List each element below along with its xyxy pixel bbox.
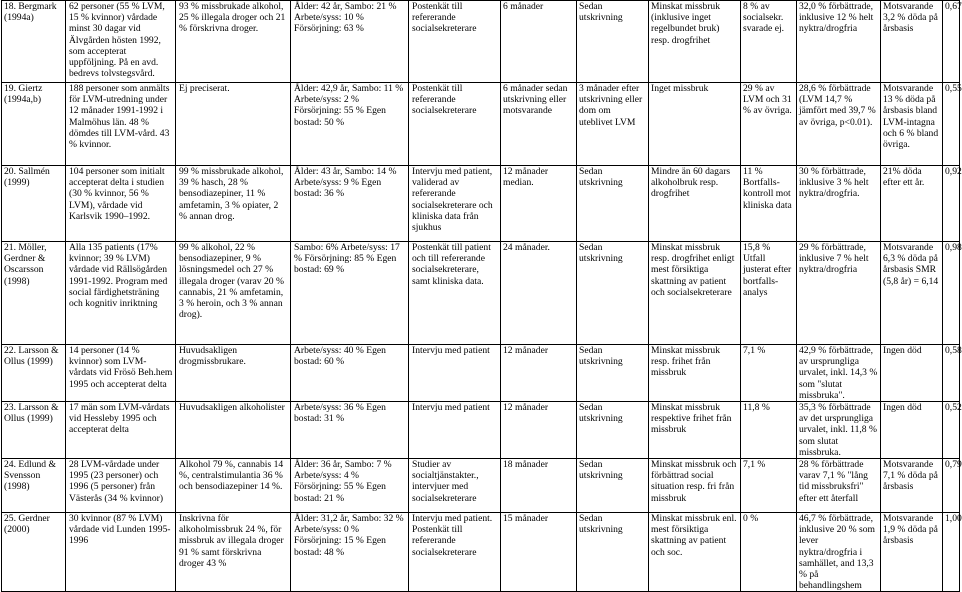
outcome-measure-cell: Minskat missbruk resp. frihet från missbruk <box>649 345 741 402</box>
data-source-cell: Postenkät till patient och till refererande socialsekreterare, samt kliniska data. <box>409 242 501 345</box>
data-source-cell: Studier av socialtjänstakter., intervjuer med socialsekreterare <box>409 459 501 513</box>
demographics-cell: Ålder: 36 år, Sambo: 7 % Arbete/syss: 4 % Försörjning: 55 % Egen bostad: 21 % <box>291 459 409 513</box>
study-cell: 18. Bergmark (1994a) <box>2 1 66 83</box>
substance-use-cell: 99 % missbrukade alkohol, 39 % hasch, 28 % bensodiazepiner, 11 % amfetamin, 3 % opiater, 2 % annan drog. <box>176 166 291 242</box>
demographics-cell: Ålder: 42 år, Sambo: 21 % Arbete/syss: 10 % Försörjning: 63 % <box>291 1 409 83</box>
study-group-cell: 188 personer som anmälts för LVM-utredning under 12 månader 1991-1992 i Malmöhus län. 48 % dömdes till LVM-vård. 43 % kvinnor. <box>66 83 176 166</box>
outcome-measure-cell: Minskat missbruk och förbättrad social situation resp. fri från missbruk <box>649 459 741 513</box>
attrition-cell: 0 % <box>741 513 797 592</box>
table-row <box>2 345 960 402</box>
result-cell: 46,7 % förbättrade, inklusive 20 % som lever nyktra/drogfria i samhället, and 13,3 % på behandlingshem <box>797 513 881 592</box>
substance-use-cell: Huvudsakligen alkoholister <box>176 402 291 459</box>
effect-value-cell: 0,92 <box>943 166 960 242</box>
data-source-cell: Intervju med patient <box>409 345 501 402</box>
effect-value-cell: 0,67 <box>943 1 960 83</box>
study-group-cell: 104 personer som initialt accepterat delta i studien (30 % kvinnor, 56 % LVM), vårdade vid Karlsvik 1990–1992. <box>66 166 176 242</box>
result-cell: 28 % förbättrade varav 7,1 % "lång tid missbruksfri" efter ett återfall <box>797 459 881 513</box>
table-row <box>2 1 960 83</box>
study-cell: 21. Möller, Gerdner & Oscarsson (1998) <box>2 242 66 345</box>
outcome-measure-cell: Minskat missbruk enl. mest försiktiga skattning av patient och soc. <box>649 513 741 592</box>
effect-value-cell: 0,52 <box>943 402 960 459</box>
time-reference-cell: Sedan utskrivning <box>577 166 649 242</box>
substance-use-cell: 99 % alkohol, 22 % bensodiazepiner, 9 % lösningsmedel och 27 % illegala droger (varav 20 % cannabis, 21 % amfetamin, 3 % heroin, och 3 % annan drog). <box>176 242 291 345</box>
follow-up-time-cell: 6 månader sedan utskrivning eller motsvarande <box>501 83 577 166</box>
mortality-cell: Motsvarande 13 % döda på årsbasis bland LVM-intagna och 6 % bland övriga. <box>881 83 943 166</box>
result-cell: 28,6 % förbättrade (LVM 14,7 % jämfört med 39,7 % av övriga, p<0.01). <box>797 83 881 166</box>
outcome-measure-cell: Minskat missbruk respektive frihet från missbruk <box>649 402 741 459</box>
attrition-cell: 15,8 % Utfall justerat efter bortfalls-analys <box>741 242 797 345</box>
attrition-cell: 11 % Bortfalls-kontroll mot kliniska data <box>741 166 797 242</box>
outcome-measure-cell: Mindre än 60 dagars alkoholbruk resp. drogfrihet <box>649 166 741 242</box>
result-cell: 35,3 % förbättrade av det ursprungliga urvalet, inkl. 11,8 % som slutat missbruka. <box>797 402 881 459</box>
follow-up-time-cell: 24 månader. <box>501 242 577 345</box>
attrition-cell: 7,1 % <box>741 459 797 513</box>
substance-use-cell: Ej preciserat. <box>176 83 291 166</box>
study-group-cell: 14 personer (14 % kvinnor) som LVM-vårdats vid Frösö Beh.hem 1995 och accepterat delta <box>66 345 176 402</box>
study-cell: 25. Gerdner (2000) <box>2 513 66 592</box>
follow-up-time-cell: 18 månader <box>501 459 577 513</box>
study-cell: 20. Sallmén (1999) <box>2 166 66 242</box>
table-row <box>2 459 960 513</box>
mortality-cell: Motsvarande 6,3 % döda på årsbasis SMR (5,8 år) = 6,14 <box>881 242 943 345</box>
mortality-cell: Motsvarande 3,2 % döda på årsbasis <box>881 1 943 83</box>
study-group-cell: 62 personer (55 % LVM, 15 % kvinnor) vårdade minst 30 dagar vid Älvgården hösten 1992, som accepterat uppföljning. På en avd. bedrevs tolvstegsvård. <box>66 1 176 83</box>
data-source-cell: Postenkät till refererande socialsekreterare <box>409 1 501 83</box>
attrition-cell: 8 % av socialsekr. svarade ej. <box>741 1 797 83</box>
result-cell: 42,9 % förbättrade, av ursprungliga urvalet, inkl. 14,3 % som "slutat missbruka". <box>797 345 881 402</box>
data-source-cell: Intervju med patient. Postenkät till refererande socialsekreterare <box>409 513 501 592</box>
data-source-cell: Intervju med patient <box>409 402 501 459</box>
study-group-cell: 30 kvinnor (87 % LVM) vårdade vid Lunden 1995- 1996 <box>66 513 176 592</box>
result-cell: 30 % förbättrade, inklusive 3 % helt nyktra/drogfria. <box>797 166 881 242</box>
demographics-cell: Arbete/syss: 40 % Egen bostad: 60 % <box>291 345 409 402</box>
follow-up-time-cell: 6 månader <box>501 1 577 83</box>
result-cell: 29 % förbättrade, inklusive 7 % helt nyktra/drogfria <box>797 242 881 345</box>
outcome-studies-table <box>1 0 960 592</box>
effect-value-cell: 0,55 <box>943 83 960 166</box>
table-row <box>2 513 960 592</box>
result-cell: 32,0 % förbättrade, inklusive 12 % helt nyktra/drogfria <box>797 1 881 83</box>
demographics-cell: Arbete/syss: 36 % Egen bostad: 31 % <box>291 402 409 459</box>
effect-value-cell: 0,58 <box>943 345 960 402</box>
time-reference-cell: Sedan utskrivning <box>577 459 649 513</box>
follow-up-time-cell: 12 månader median. <box>501 166 577 242</box>
study-group-cell: Alla 135 patients (17% kvinnor; 39 % LVM) vårdade vid Rällsögården 1991-1992. Program med social färdighetsträning och kognitiv inriktning <box>66 242 176 345</box>
substance-use-cell: Alkohol 79 %, cannabis 14 %, centralstimulantia 36 % och bensodiazepiner 14 %. <box>176 459 291 513</box>
study-cell: 19. Giertz (1994a,b) <box>2 83 66 166</box>
table-row <box>2 242 960 345</box>
substance-use-cell: Huvudsakligen drogmissbrukare. <box>176 345 291 402</box>
data-source-cell: Intervju med patient, validerad av refererande socialsekreterare och kliniska data från sjukhus <box>409 166 501 242</box>
demographics-cell: Sambo: 6% Arbete/syss: 17 % Försörjning: 85 % Egen bostad: 69 % <box>291 242 409 345</box>
substance-use-cell: 93 % missbrukade alkohol, 25 % illegala droger och 21 % förskrivna droger. <box>176 1 291 83</box>
follow-up-time-cell: 12 månader <box>501 402 577 459</box>
table-body <box>2 1 960 592</box>
data-source-cell: Postenkät till refererande socialsekreterare <box>409 83 501 166</box>
time-reference-cell: Sedan utskrivning <box>577 513 649 592</box>
mortality-cell: Ingen död <box>881 402 943 459</box>
follow-up-time-cell: 12 månader <box>501 345 577 402</box>
effect-value-cell: 0,98 <box>943 242 960 345</box>
effect-value-cell: 0,79 <box>943 459 960 513</box>
demographics-cell: Ålder: 42,9 år, Sambo: 11 % Arbete/syss: 2 % Försörjning: 55 % Egen bostad: 50 % <box>291 83 409 166</box>
table-row <box>2 83 960 166</box>
study-group-cell: 17 män som LVM-vårdats vid Hessleby 1995 och accepterat delta <box>66 402 176 459</box>
follow-up-time-cell: 15 månader <box>501 513 577 592</box>
study-cell: 24. Edlund & Svensson (1998) <box>2 459 66 513</box>
time-reference-cell: Sedan utskrivning <box>577 1 649 83</box>
table-row <box>2 402 960 459</box>
demographics-cell: Ålder: 43 år, Sambo: 14 % Arbete/syss: 9 % Egen bostad: 36 % <box>291 166 409 242</box>
time-reference-cell: Sedan utskrivning <box>577 345 649 402</box>
demographics-cell: Ålder: 31,2 år, Sambo: 32 % Arbete/syss: 0 % Försörjning: 15 % Egen bostad: 48 % <box>291 513 409 592</box>
attrition-cell: 7,1 % <box>741 345 797 402</box>
mortality-cell: 21% döda efter ett år. <box>881 166 943 242</box>
table-row <box>2 166 960 242</box>
attrition-cell: 29 % av LVM och 31 % av övriga. <box>741 83 797 166</box>
attrition-cell: 11,8 % <box>741 402 797 459</box>
mortality-cell: Ingen död <box>881 345 943 402</box>
study-cell: 23. Larsson & Ollus (1999) <box>2 402 66 459</box>
time-reference-cell: Sedan utskrivning <box>577 402 649 459</box>
substance-use-cell: Inskrivna för alkoholmissbruk 24 %, för missbruk av illegala droger 91 % samt förskrivna droger 43 % <box>176 513 291 592</box>
time-reference-cell: Sedan utskrivning <box>577 242 649 345</box>
outcome-measure-cell: Inget missbruk <box>649 83 741 166</box>
mortality-cell: Motsvarande 1,9 % döda på årsbasis <box>881 513 943 592</box>
study-cell: 22. Larsson & Ollus (1999) <box>2 345 66 402</box>
effect-value-cell: 1,00 <box>943 513 960 592</box>
study-group-cell: 28 LVM-vårdade under 1995 (23 personer) och 1996 (5 personer) från Västerås (34 % kvinnor) <box>66 459 176 513</box>
time-reference-cell: 3 månader efter utskrivning eller dom om uteblivet LVM <box>577 83 649 166</box>
outcome-measure-cell: Minskat missbruk resp. drogfrihet enligt mest försiktiga skattning av patient och socialsekreterare <box>649 242 741 345</box>
outcome-measure-cell: Minskat missbruk (inklusive inget regelbundet bruk) resp. drogfrihet <box>649 1 741 83</box>
mortality-cell: Motsvarande 7,1 % döda på årsbasis <box>881 459 943 513</box>
